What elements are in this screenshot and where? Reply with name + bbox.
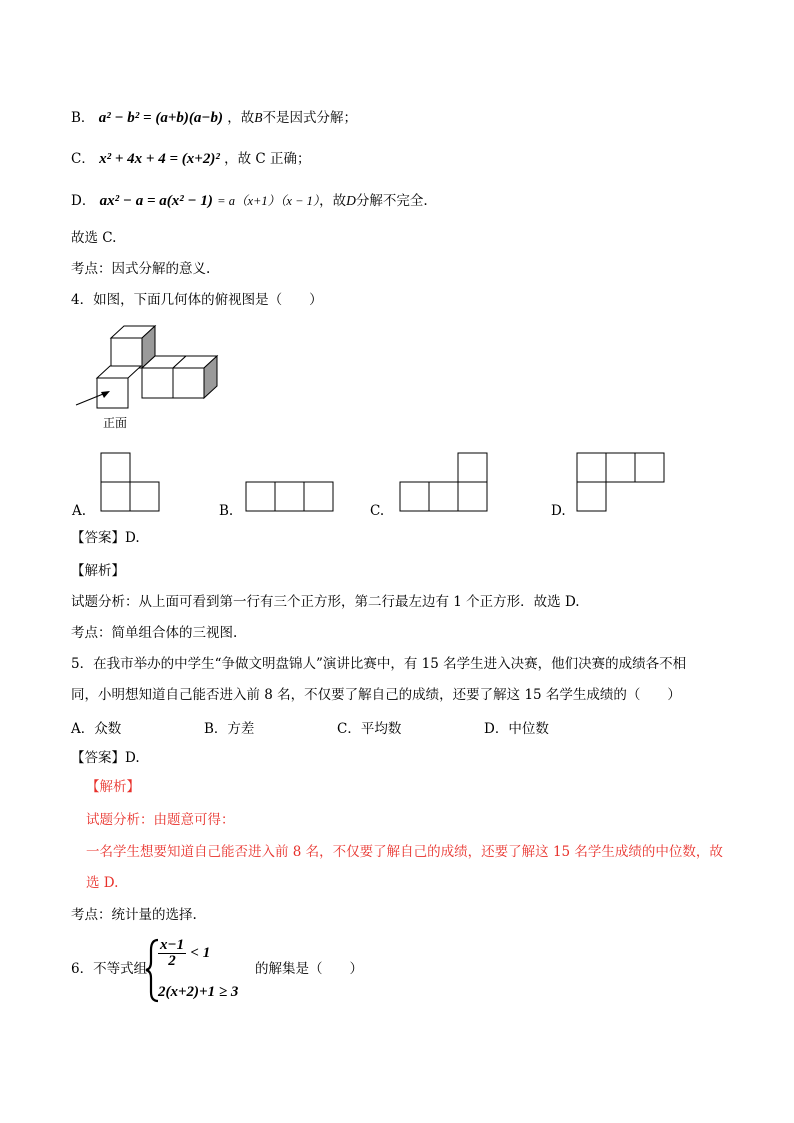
q5-kaodian: 考点：统计量的选择.	[71, 907, 197, 923]
q5-stem-1: 5．在我市举办的中学生“争做文明盘锦人”演讲比赛中，有 15 名学生进入决赛，他们决赛的成绩各不相	[71, 656, 687, 672]
q3-choose: 故选 C.	[71, 230, 117, 246]
front-label: 正面	[103, 416, 128, 430]
q4-kaodian: 考点：简单组合体的三视图.	[71, 625, 238, 641]
q5-option-b: B．方差	[204, 721, 255, 737]
q5-option-a: A．众数	[71, 721, 122, 737]
q3-d-formula: ax² − a = a(x² − 1)	[99, 193, 213, 209]
q5-answer: 【答案】D.	[71, 750, 140, 766]
q4-option-a-label: A.	[72, 503, 87, 519]
q4-jiexi: 【解析】	[71, 563, 125, 579]
q5-analysis-3: 选 D.	[86, 875, 119, 891]
q6-ineq-2: 2(x+2)+1 ≥ 3	[158, 984, 239, 1000]
q5-option-c: C．平均数	[337, 721, 402, 737]
q4-answer: 【答案】D.	[71, 530, 140, 546]
q6-stem-suffix: 的解集是（ ）	[255, 961, 363, 977]
q3-b-formula: a² − b² = (a+b)(a−b)	[98, 110, 223, 126]
q6-ineq1-den: 2	[168, 953, 176, 969]
q6-ineq1-rest: < 1	[190, 945, 211, 961]
q5-jiexi: 【解析】	[86, 779, 140, 795]
q3-option-d: D． ax² − a = a(x² − 1) = a（x+1）（x − 1），故D分解不完全.	[71, 193, 428, 209]
q5-option-d: D．中位数	[484, 721, 549, 737]
q4-option-c-label: C.	[370, 503, 385, 519]
q4-option-d-label: D.	[551, 503, 566, 519]
q5-analysis-2: 一名学生想要知道自己能否进入前 8 名，不仅要了解自己的成绩，还要了解这 15 名学生成绩的中位数，故	[86, 844, 723, 860]
q5-analysis-1: 试题分析：由题意可得：	[86, 812, 235, 828]
q3-c-formula: x² + 4x + 4 = (x+2)²	[99, 151, 220, 167]
q3-option-c: C． x² + 4x + 4 = (x+2)² ，故 C 正确；	[71, 151, 311, 167]
q6-ineq1-num: x−1	[160, 937, 185, 953]
q6-ineq-1	[158, 938, 210, 969]
q4-option-b-label: B.	[219, 503, 234, 519]
q5-stem-2: 同，小明想知道自己能否进入前 8 名，不仅要了解自己的成绩，还要了解这 15 名学生成绩的（ ）	[71, 687, 681, 703]
q4-stem: 4．如图，下面几何体的俯视图是（ ）	[71, 292, 323, 308]
q4-analysis: 试题分析：从上面可看到第一行有三个正方形，第二行最左边有 1 个正方形．故选 D.	[71, 594, 580, 610]
q3-option-b: B． a² − b² = (a+b)(a−b) ，故B不是因式分解；	[71, 110, 358, 126]
q6-stem-prefix: 6．不等式组	[71, 961, 148, 977]
q3-kaodian: 考点：因式分解的意义.	[71, 261, 211, 277]
